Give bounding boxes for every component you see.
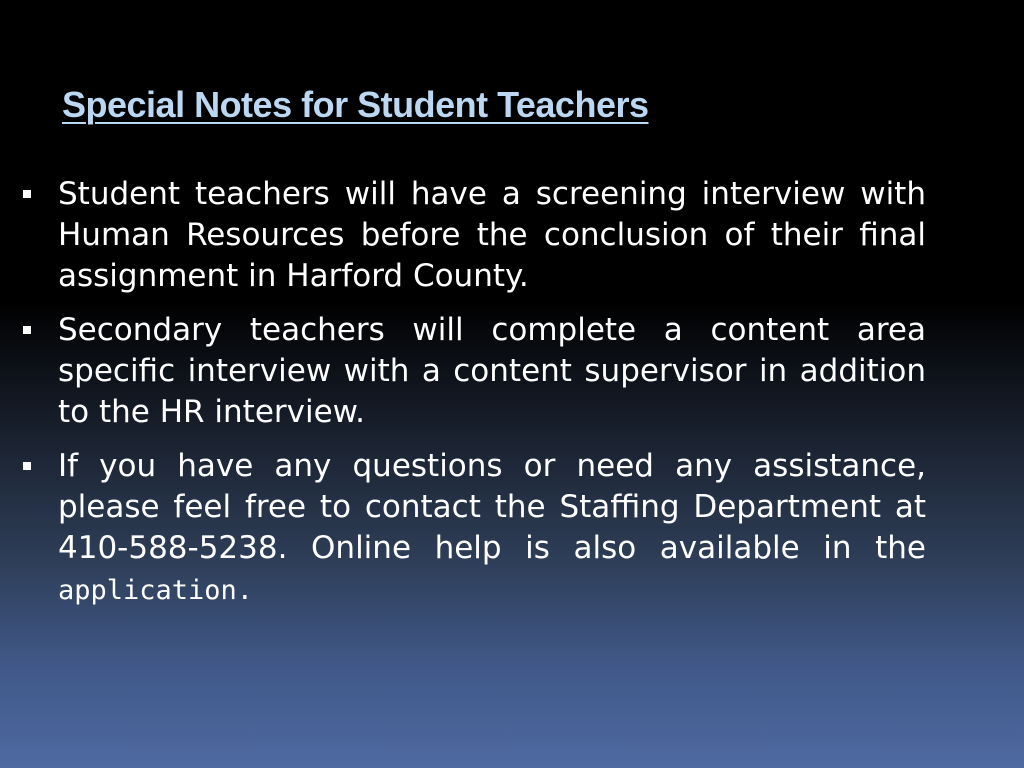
square-bullet-icon [23, 326, 31, 334]
square-bullet-icon [23, 190, 31, 198]
bullet-item [20, 174, 926, 297]
slide-title: Special Notes for Student Teachers [62, 84, 649, 125]
bullet-text: Secondary teachers will complete a content area specific interview with a content supervisor in addition to the HR interview. [58, 312, 926, 430]
square-bullet-icon [23, 462, 31, 470]
bullet-item [20, 310, 926, 433]
bullet-list [20, 174, 926, 624]
bullet-text: Student teachers will have a screening interview with Human Resources before the conclusion of their final assignment in Harford County. [58, 176, 926, 294]
bullet-monospace-text: application. [58, 575, 254, 606]
bullet-item [20, 446, 926, 611]
bullet-text: If you have any questions or need any assistance, please feel free to contact the Staffing Department at 410-588-5238. Online help is also available in the [58, 448, 926, 566]
